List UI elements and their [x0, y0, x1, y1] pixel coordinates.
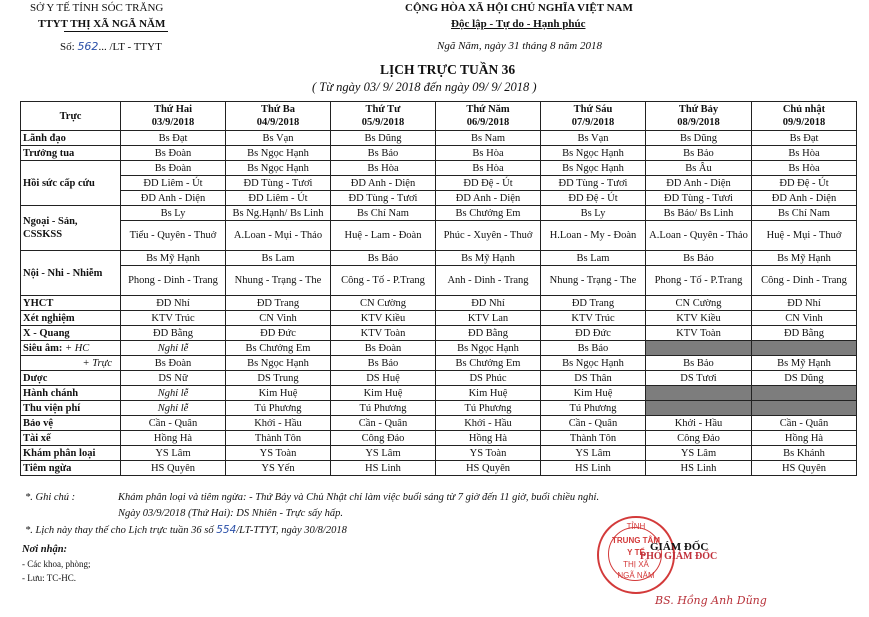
table-cell: Tú Phương — [436, 401, 541, 416]
table-cell: Bs Lam — [541, 251, 646, 266]
table-cell: Bs Ngọc Hạnh — [226, 161, 331, 176]
table-cell: Nhung - Trạng - The — [541, 266, 646, 296]
table-cell: CN Cường — [646, 296, 752, 311]
table-cell: Phong - Dinh - Trang — [121, 266, 226, 296]
table-cell: CN Vinh — [226, 311, 331, 326]
table-cell: KTV Kiều — [646, 311, 752, 326]
table-cell: Bs Ngọc Hạnh — [541, 356, 646, 371]
handwritten-number: 554 — [216, 524, 237, 536]
shaded-cell — [752, 401, 857, 416]
day-header: Thứ Tư 05/9/2018 — [331, 102, 436, 131]
table-cell: Khởi - Hầu — [436, 416, 541, 431]
official-seal: TỈNH TRUNG TÂM Y TẾ THỊ XÃ NGÃ NĂM — [597, 516, 675, 594]
table-row — [21, 431, 857, 446]
table-cell: Bs Đoàn — [331, 341, 436, 356]
table-cell: Bs Đoàn — [121, 161, 226, 176]
table-row — [21, 296, 857, 311]
row-label: Lãnh đạo — [21, 131, 121, 146]
signer-name: BS. Hồng Anh Dũng — [655, 594, 767, 607]
table-cell: HS Quyên — [121, 461, 226, 476]
table-row — [21, 356, 857, 371]
table-cell: KTV Trúc — [121, 311, 226, 326]
row-label: Thu viện phí — [21, 401, 121, 416]
table-cell: Bs Mỹ Hạnh — [121, 251, 226, 266]
table-cell: Bs Âu — [646, 161, 752, 176]
recipients-title: Nơi nhận: — [22, 544, 68, 555]
table-cell: Bs Bảo — [331, 251, 436, 266]
table-cell: KTV Kiều — [331, 311, 436, 326]
day-header: Thứ Ba 04/9/2018 — [226, 102, 331, 131]
table-cell: Bs Hòa — [752, 161, 857, 176]
table-cell: DS Thân — [541, 371, 646, 386]
header-rule-left — [64, 31, 168, 32]
table-cell: Bs Lam — [226, 251, 331, 266]
row-label: Trưởng tua — [21, 146, 121, 161]
table-row — [21, 191, 857, 206]
table-row — [21, 416, 857, 431]
table-cell: Bs Hòa — [331, 161, 436, 176]
table-cell: ĐD Liêm - Út — [226, 191, 331, 206]
row-label: Tài xế — [21, 431, 121, 446]
national-motto: Độc lập - Tự do - Hạnh phúc — [451, 18, 586, 30]
table-row — [21, 326, 857, 341]
table-cell: Phong - Tố - P.Trang — [646, 266, 752, 296]
day-header: Chủ nhật 09/9/2018 — [752, 102, 857, 131]
table-cell: Cần - Quân — [121, 416, 226, 431]
table-cell: Bs Ly — [541, 206, 646, 221]
note-line: Khám phân loại và tiêm ngừa: - Thứ Bảy và Chủ Nhật chỉ làm việc buổi sáng từ 7 giờ đến 11 giờ, buổi chiều nghỉ. — [118, 492, 600, 503]
table-cell: Bs Dũng — [646, 131, 752, 146]
table-row — [21, 206, 857, 221]
table-cell: YS Toàn — [226, 446, 331, 461]
table-row — [21, 386, 857, 401]
table-cell: YS Lâm — [121, 446, 226, 461]
table-cell: ĐD Anh - Diện — [646, 176, 752, 191]
table-cell: Bs Ly — [121, 206, 226, 221]
table-row — [21, 461, 857, 476]
table-cell: Bs Bảo — [646, 251, 752, 266]
table-cell: ĐD Nhí — [436, 296, 541, 311]
table-cell: Bs Ngọc Hạnh — [541, 146, 646, 161]
recipient-item: - Các khoa, phòng; — [22, 559, 91, 569]
table-cell: ĐD Tùng - Tươi — [646, 191, 752, 206]
corner-cell: Trực — [21, 102, 121, 131]
table-cell: Nghỉ lễ — [121, 341, 226, 356]
table-row — [21, 161, 857, 176]
table-cell: Bs Bảo — [646, 356, 752, 371]
table-cell: Bs Bảo — [331, 356, 436, 371]
shaded-cell — [646, 401, 752, 416]
handwritten-number: 562 — [77, 40, 99, 53]
table-cell: Hồng Hà — [752, 431, 857, 446]
table-cell: ĐD Tùng - Tươi — [541, 176, 646, 191]
table-cell: Khởi - Hầu — [226, 416, 331, 431]
day-header: Thứ Sáu 07/9/2018 — [541, 102, 646, 131]
table-cell: Phúc - Xuyên - Thuở — [436, 221, 541, 251]
table-cell: HS Quyên — [436, 461, 541, 476]
table-cell: Nghỉ lễ — [121, 386, 226, 401]
table-cell: Bs Đạt — [752, 131, 857, 146]
shaded-cell — [646, 386, 752, 401]
table-cell: Hồng Hà — [121, 431, 226, 446]
table-cell: Bs Hòa — [436, 146, 541, 161]
row-label: Siêu âm: + HC — [21, 341, 121, 356]
table-cell: Bs Vạn — [541, 131, 646, 146]
shaded-cell — [752, 386, 857, 401]
note-line: *. Lịch này thay thế cho Lịch trực tuần 36 số 554/LT-TTYT, ngày 30/8/2018 — [25, 524, 347, 536]
day-header: Thứ Hai 03/9/2018 — [121, 102, 226, 131]
table-cell: Bs Đoàn — [121, 356, 226, 371]
shaded-cell — [646, 341, 752, 356]
table-cell: Hồng Hà — [436, 431, 541, 446]
table-cell: KTV Lan — [436, 311, 541, 326]
table-cell: DS Nữ — [121, 371, 226, 386]
table-cell: ĐD Anh - Diện — [121, 191, 226, 206]
table-cell: CN Cường — [331, 296, 436, 311]
table-cell: Công Đảo — [646, 431, 752, 446]
table-cell: KTV Toàn — [646, 326, 752, 341]
recipient-item: - Lưu: TC-HC. — [22, 573, 76, 583]
shaded-cell — [752, 341, 857, 356]
row-label: X - Quang — [21, 326, 121, 341]
table-row — [21, 371, 857, 386]
table-cell: Bs Nam — [436, 131, 541, 146]
table-cell: Kim Huệ — [436, 386, 541, 401]
table-cell: ĐD Nhí — [752, 296, 857, 311]
center-name: TTYT THỊ XÃ NGÃ NĂM — [38, 18, 166, 30]
deputy-title: PHÓ GIÁM ĐỐC — [640, 551, 718, 562]
table-cell: Bs Ngọc Hạnh — [226, 146, 331, 161]
table-cell: Bs Ngọc Hạnh — [541, 161, 646, 176]
table-cell: DS Tươi — [646, 371, 752, 386]
table-cell: Tiểu - Quyên - Thuở — [121, 221, 226, 251]
table-row — [21, 311, 857, 326]
table-cell: H.Loan - My - Đoàn — [541, 221, 646, 251]
row-label: Bảo vệ — [21, 416, 121, 431]
table-cell: Bs Bảo — [331, 146, 436, 161]
table-cell: ĐD Anh - Diện — [436, 191, 541, 206]
table-cell: Anh - Dinh - Trang — [436, 266, 541, 296]
table-cell: YS Toàn — [436, 446, 541, 461]
table-cell: DS Huệ — [331, 371, 436, 386]
table-cell: Tú Phương — [331, 401, 436, 416]
table-row — [21, 221, 857, 251]
row-label: Tiêm ngừa — [21, 461, 121, 476]
table-cell: Bs Khánh — [752, 446, 857, 461]
table-cell: Công - Dinh - Trang — [752, 266, 857, 296]
table-cell: Kim Huệ — [226, 386, 331, 401]
table-cell: Thành Tôn — [541, 431, 646, 446]
notes-label: *. Ghi chú : — [25, 492, 76, 503]
table-cell: DS Trung — [226, 371, 331, 386]
schedule-table — [20, 101, 857, 476]
table-cell: Bs Chí Nam — [331, 206, 436, 221]
table-cell: Bs Ng.Hạnh/ Bs Linh — [226, 206, 331, 221]
table-cell: Bs Mỹ Hạnh — [752, 251, 857, 266]
table-cell: ĐD Bằng — [121, 326, 226, 341]
table-cell: ĐD Liêm - Út — [121, 176, 226, 191]
table-cell: ĐD Đệ - Út — [752, 176, 857, 191]
table-cell: YS Yến — [226, 461, 331, 476]
table-cell: ĐD Tùng - Tươi — [331, 191, 436, 206]
table-cell: ĐD Đức — [541, 326, 646, 341]
doc-number: Số: 562... /LT - TTYT — [60, 40, 162, 53]
table-cell: Bs Hòa — [436, 161, 541, 176]
table-cell: Bs Chưởng Em — [436, 206, 541, 221]
table-cell: Huệ - Mụi - Thuở — [752, 221, 857, 251]
table-cell: Công - Tố - P.Trang — [331, 266, 436, 296]
table-cell: Bs Đoàn — [121, 146, 226, 161]
table-cell: YS Lâm — [646, 446, 752, 461]
table-header-row — [21, 102, 857, 131]
table-cell: Bs Chưởng Em — [436, 356, 541, 371]
table-cell: Nhung - Trạng - The — [226, 266, 331, 296]
national-title: CỘNG HÒA XÃ HỘI CHỦ NGHĨA VIỆT NAM — [405, 2, 633, 14]
table-cell: Tú Phương — [226, 401, 331, 416]
table-cell: Nghỉ lễ — [121, 401, 226, 416]
table-cell: ĐD Trang — [226, 296, 331, 311]
table-cell: HS Quyên — [752, 461, 857, 476]
table-row — [21, 146, 857, 161]
table-cell: Bs Bảo/ Bs Linh — [646, 206, 752, 221]
row-label: Ngoại - Sản, CSSKSS — [21, 206, 121, 251]
day-header: Thứ Bảy 08/9/2018 — [646, 102, 752, 131]
table-cell: ĐD Anh - Diện — [331, 176, 436, 191]
page-subtitle: ( Từ ngày 03/ 9/ 2018 đến ngày 09/ 9/ 2018 ) — [312, 80, 537, 94]
table-cell: Bs Chưởng Em — [226, 341, 331, 356]
table-cell: Huệ - Lam - Đoàn — [331, 221, 436, 251]
table-cell: CN Vinh — [752, 311, 857, 326]
table-cell: A.Loan - Quyên - Thảo — [646, 221, 752, 251]
date-line: Ngã Năm, ngày 31 tháng 8 năm 2018 — [437, 40, 602, 52]
table-cell: YS Lâm — [541, 446, 646, 461]
table-cell: KTV Trúc — [541, 311, 646, 326]
table-cell: Bs Mỹ Hạnh — [752, 356, 857, 371]
table-cell: Bs Ngọc Hạnh — [436, 341, 541, 356]
row-label: YHCT — [21, 296, 121, 311]
table-cell: Bs Ngọc Hạnh — [226, 356, 331, 371]
table-cell: HS Linh — [541, 461, 646, 476]
table-cell: Khởi - Hầu — [646, 416, 752, 431]
table-row — [21, 446, 857, 461]
table-cell: ĐD Đệ - Út — [541, 191, 646, 206]
row-label: Xét nghiệm — [21, 311, 121, 326]
table-cell: Bs Hòa — [752, 146, 857, 161]
table-cell: Bs Chí Nam — [752, 206, 857, 221]
table-cell: Cần - Quân — [541, 416, 646, 431]
row-label: Khám phân loại — [21, 446, 121, 461]
table-cell: ĐD Trang — [541, 296, 646, 311]
table-cell: ĐD Bằng — [436, 326, 541, 341]
table-cell: ĐD Bằng — [752, 326, 857, 341]
table-cell: Tú Phương — [541, 401, 646, 416]
note-line: Ngày 03/9/2018 (Thứ Hai): DS Nhiên - Trực sấy hấp. — [118, 508, 343, 519]
table-cell: ĐD Nhí — [121, 296, 226, 311]
table-cell: DS Dũng — [752, 371, 857, 386]
row-label: Hành chánh — [21, 386, 121, 401]
table-cell: Bs Đạt — [121, 131, 226, 146]
table-cell: Bs Dũng — [331, 131, 436, 146]
table-cell: DS Phúc — [436, 371, 541, 386]
table-row — [21, 266, 857, 296]
table-cell: ĐD Đức — [226, 326, 331, 341]
table-cell: Kim Huệ — [541, 386, 646, 401]
table-cell: HS Linh — [646, 461, 752, 476]
table-cell: Cần - Quân — [752, 416, 857, 431]
day-header: Thứ Năm 06/9/2018 — [436, 102, 541, 131]
table-row — [21, 176, 857, 191]
table-cell: YS Lâm — [331, 446, 436, 461]
agency-line: SỞ Y TẾ TỈNH SÓC TRĂNG — [30, 2, 164, 14]
table-cell: Bs Mỹ Hạnh — [436, 251, 541, 266]
table-cell: ĐD Tùng - Tươi — [226, 176, 331, 191]
table-cell: Bs Vạn — [226, 131, 331, 146]
table-cell: Bs Bảo — [541, 341, 646, 356]
table-cell: Công Đảo — [331, 431, 436, 446]
table-cell: Thành Tôn — [226, 431, 331, 446]
table-row — [21, 341, 857, 356]
page-title: LỊCH TRỰC TUẦN 36 — [380, 62, 516, 77]
table-cell: Bs Bảo — [646, 146, 752, 161]
table-cell: ĐD Đệ - Út — [436, 176, 541, 191]
row-label: + Trực — [21, 356, 121, 371]
table-cell: ĐD Anh - Diện — [752, 191, 857, 206]
table-cell: HS Linh — [331, 461, 436, 476]
table-cell: Cần - Quân — [331, 416, 436, 431]
table-cell: A.Loan - Mụi - Thảo — [226, 221, 331, 251]
row-label: Hồi sức cấp cứu — [21, 161, 121, 206]
signer-title: GIÁM ĐỐC — [650, 541, 709, 553]
table-cell: KTV Toàn — [331, 326, 436, 341]
row-label: Dược — [21, 371, 121, 386]
table-row — [21, 401, 857, 416]
row-label: Nội - Nhi - Nhiễm — [21, 251, 121, 296]
table-row — [21, 251, 857, 266]
table-row — [21, 131, 857, 146]
table-cell: Kim Huệ — [331, 386, 436, 401]
